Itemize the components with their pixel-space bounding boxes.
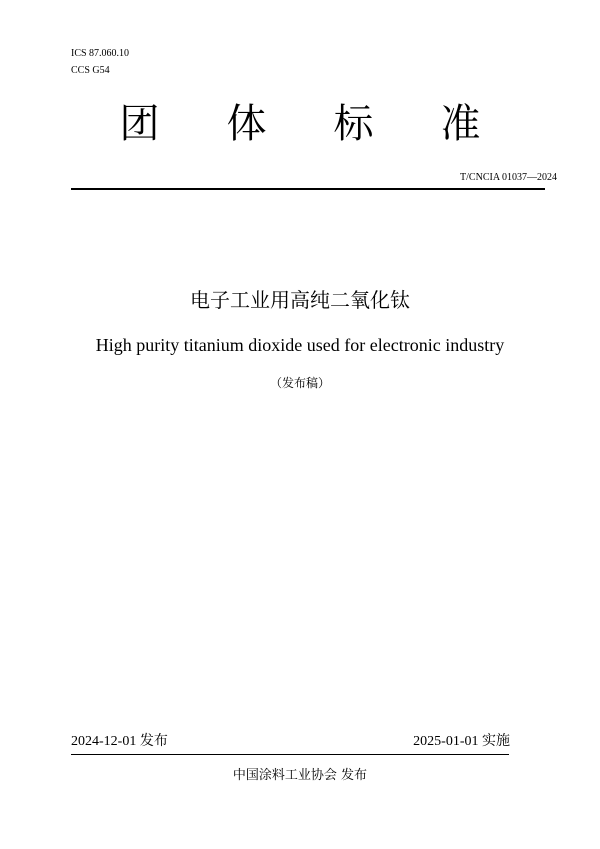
footer-divider — [71, 754, 509, 755]
chinese-title: 电子工业用高纯二氧化钛 — [190, 288, 410, 312]
english-title: High purity titanium dioxide used for electronic industry — [95, 335, 505, 355]
ics-code: ICS 87.060.10 — [71, 48, 130, 59]
issue-date: 2024-12-01 发布 — [71, 734, 168, 749]
ccs-code: CCS G54 — [71, 65, 110, 76]
implementation-date: 2025-01-01 实施 — [413, 734, 510, 749]
draft-stage-label: （发布稿） — [269, 376, 330, 390]
header-divider — [71, 188, 545, 190]
document-type-heading: 团体标准 — [119, 101, 548, 147]
standard-number: T/CNCIA 01037—2024 — [460, 172, 557, 183]
classification-codes — [71, 45, 129, 79]
publisher: 中国涂料工业协会 发布 — [232, 768, 368, 783]
